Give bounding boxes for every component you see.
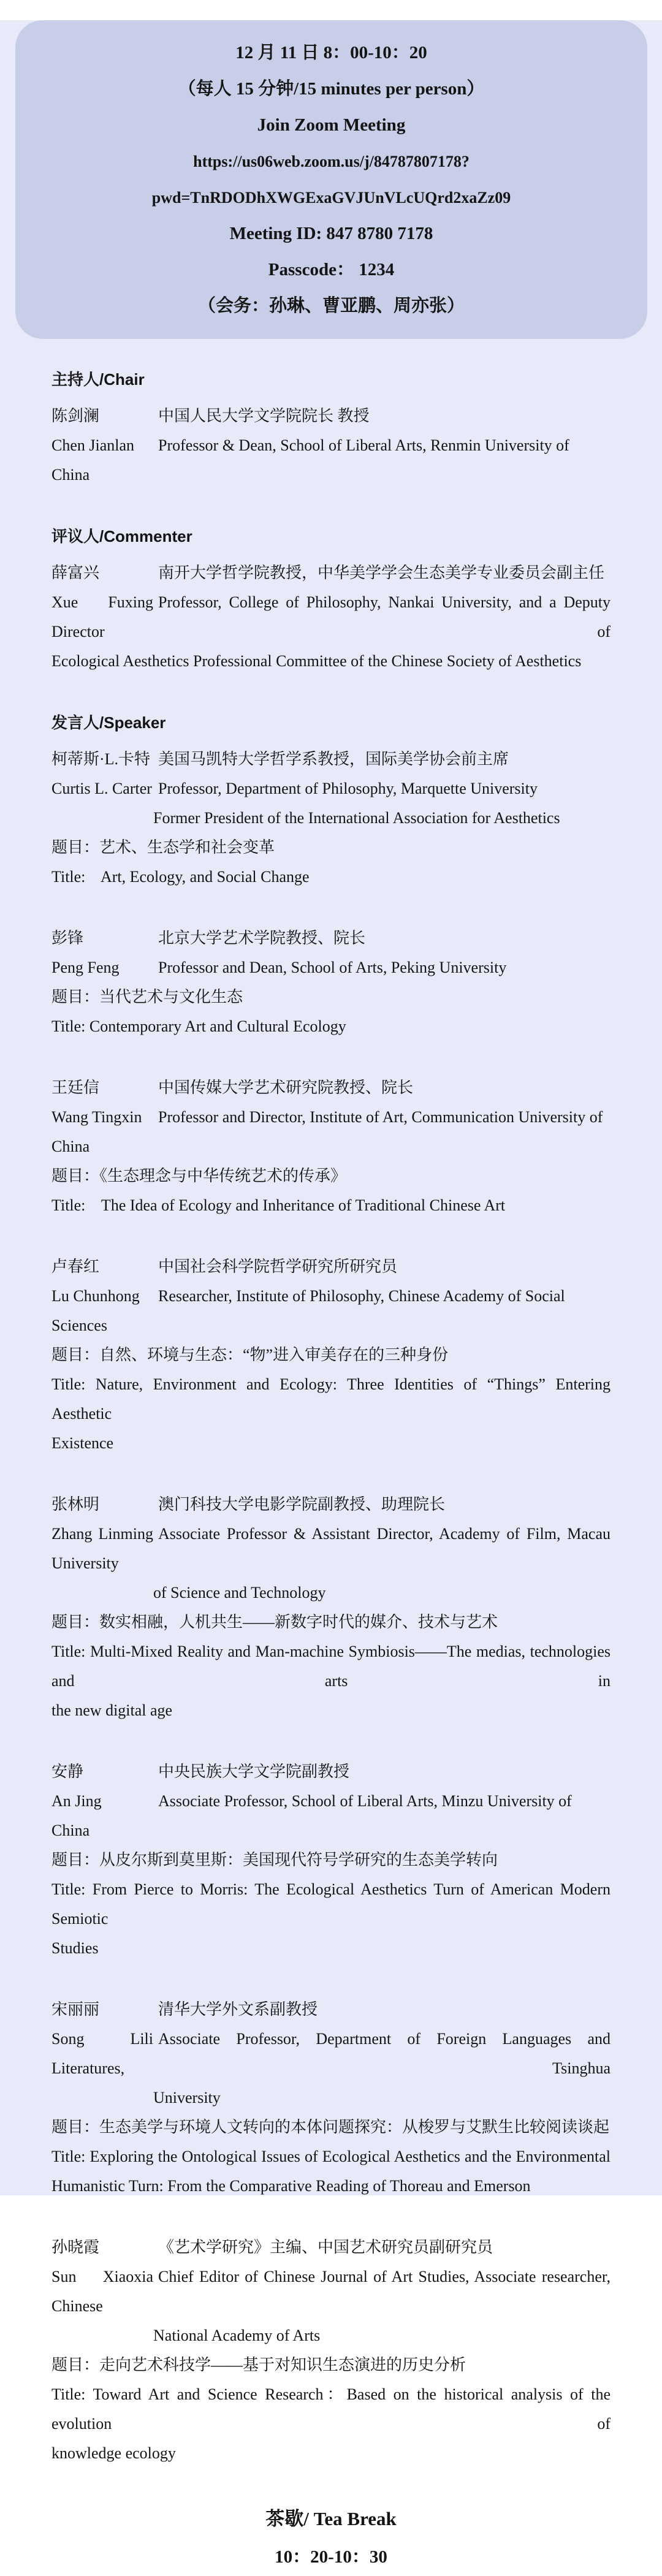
person-name: Chen Jianlan <box>51 436 135 454</box>
person-line <box>51 1757 611 1787</box>
section-label: 评议人/Commenter <box>51 527 192 545</box>
person-affiliation: Professor and Dean, School of Arts, Peking University <box>158 959 507 976</box>
continuation-line: knowledge ecology <box>51 2444 176 2462</box>
zoom-meeting-link[interactable]: https://us06web.zoom.us/j/84787807178?pwd=TnRDODhXWGExaGVJUnVLcUQrd2xaZz09 <box>151 153 511 207</box>
person-name: 陈剑澜 <box>51 407 100 425</box>
topic-line-cn: 题目：数实相融，人机共生——新数字时代的媒介、技术与艺术 <box>51 1613 498 1631</box>
schedule-block <box>51 522 615 676</box>
person-line <box>51 1995 611 2024</box>
person-affiliation: Researcher, Institute of Philosophy, Chinese Academy of Social Sciences <box>51 1287 569 1334</box>
topic-line-cn: 题目：艺术、生态学和社会变革 <box>51 838 275 856</box>
schedule-document <box>0 20 662 2567</box>
schedule-block <box>51 708 611 892</box>
person-name: Lu Chunhong <box>51 1287 140 1305</box>
person-affiliation: Professor, College of Philosophy, Nankai University, and a Deputy Director of <box>51 593 615 640</box>
person-line <box>51 401 611 431</box>
person-line <box>51 1282 611 1340</box>
person-name: 王廷信 <box>51 1079 100 1096</box>
person-affiliation: 中国社会科学院哲学研究所研究员 <box>158 1258 398 1275</box>
schedule-body <box>0 339 662 2468</box>
continuation-line: Humanistic Turn: From the Comparative Reading of Thoreau and Emerson <box>51 2177 531 2195</box>
continuation-line: Existence <box>51 1434 114 1452</box>
person-line <box>51 2233 611 2262</box>
topic-line-cn: 题目：走向艺术科技学——基于对知识生态演进的历史分析 <box>51 2356 466 2374</box>
person-affiliation: Associate Professor, Department of Foreign Languages and Literatures, Tsinghua <box>51 2030 615 2077</box>
topic-line-en: Title: Nature, Environment and Ecology: Three Identities of “Things” Entering Aesthetic <box>51 1375 614 1423</box>
schedule-block <box>51 924 611 1041</box>
tea-break-time: 10：20-10：30 <box>275 2547 387 2567</box>
person-line <box>51 431 611 490</box>
schedule-block <box>51 1995 615 2201</box>
person-affiliation: 中国传媒大学艺术研究院教授、院长 <box>158 1079 414 1096</box>
topic-line-en: Title: Art, Ecology, and Social Change <box>51 868 310 886</box>
topic-line-cn: 题目：《生态理念与中华传统艺术的传承》 <box>51 1167 347 1185</box>
topic-line-en: Title: The Idea of Ecology and Inheritance of Traditional Chinese Art <box>51 1196 506 1214</box>
person-line <box>51 774 611 804</box>
person-name: Xue Fuxing <box>51 593 153 611</box>
person-affiliation: 中央民族大学文学院副教授 <box>158 1763 350 1780</box>
person-line <box>51 1787 611 1845</box>
person-line <box>51 2024 615 2083</box>
person-name: Peng Feng <box>51 959 120 976</box>
person-name: Wang Tingxin <box>51 1108 142 1126</box>
person-name: An Jing <box>51 1792 102 1810</box>
meeting-info-line: Meeting ID: 847 8780 7178 <box>229 224 433 243</box>
person-affiliation: Associate Professor, School of Liberal Arts, Minzu University of China <box>51 1792 576 1839</box>
tea-break-title: 茶歇/ Tea Break <box>265 2508 397 2529</box>
person-affiliation: 《艺术学研究》主编、中国艺术研究员副研究员 <box>158 2238 493 2256</box>
continuation-line: Studies <box>51 1939 99 1957</box>
person-line <box>51 924 611 953</box>
meeting-info-line: 12 月 11 日 8：00-10：20 <box>235 43 427 63</box>
person-affiliation: Professor & Dean, School of Liberal Arts, Renmin University of China <box>51 436 574 484</box>
person-line <box>51 558 611 588</box>
meeting-info-line: （会务：孙琳、曹亚鹏、周亦张） <box>197 296 465 316</box>
section-label: 发言人/Speaker <box>51 713 166 732</box>
person-line <box>51 1519 615 1578</box>
topic-line-cn: 题目：从皮尔斯到莫里斯：美国现代符号学研究的生态美学转向 <box>51 1851 498 1869</box>
person-name: 彭锋 <box>51 929 84 947</box>
schedule-block <box>51 1757 615 1963</box>
topic-line-en: Title: Multi-Mixed Reality and Man-machine Symbiosis——The medias, technologies and arts in <box>51 1643 615 1690</box>
schedule-block <box>51 1252 614 1458</box>
person-line <box>51 953 611 982</box>
person-affiliation: 澳门科技大学电影学院副教授、助理院长 <box>158 1495 446 1513</box>
meeting-info-line: Passcode： 1234 <box>268 260 395 279</box>
person-name: 孙晓霞 <box>51 2238 100 2256</box>
continuation-line: the new digital age <box>51 1701 173 1719</box>
person-affiliation: Professor, Department of Philosophy, Marquette University <box>158 780 538 797</box>
topic-line-en: Title: Toward Art and Science Research：Based on the historical analysis of the evolution of <box>51 2385 615 2433</box>
person-affiliation: 美国马凯特大学哲学系教授，国际美学协会前主席 <box>158 750 509 768</box>
meeting-info-line: （每人 15 分钟/15 minutes per person） <box>178 79 485 99</box>
person-name: 卢春红 <box>51 1258 100 1275</box>
person-line <box>51 1103 611 1161</box>
person-affiliation: 清华大学外文系副教授 <box>158 2000 318 2018</box>
person-line <box>51 588 615 647</box>
person-name: 张林明 <box>51 1495 100 1513</box>
schedule-block <box>51 1490 615 1725</box>
person-affiliation: 北京大学艺术学院教授、院长 <box>158 929 366 947</box>
topic-line-en: Title: Contemporary Art and Cultural Ecology <box>51 1017 346 1035</box>
topic-line-cn: 题目：自然、环境与生态：“物”进入审美存在的三种身份 <box>51 1346 449 1364</box>
continuation-line: University <box>153 2089 221 2107</box>
topic-line-cn: 题目：生态美学与环境人文转向的本体问题探究：从梭罗与艾默生比较阅读谈起 <box>51 2118 610 2136</box>
tea-break-section <box>0 2500 662 2576</box>
meeting-info-box <box>15 20 647 339</box>
person-name: 宋丽丽 <box>51 2000 100 2018</box>
continuation-line: National Academy of Arts <box>153 2327 321 2344</box>
continuation-line: Former President of the International Association for Aesthetics <box>153 809 560 827</box>
topic-line-en: Title: Exploring the Ontological Issues of Ecological Aesthetics and the Environmental <box>51 2148 611 2165</box>
person-affiliation: Professor and Director, Institute of Art, Communication University of China <box>51 1108 607 1155</box>
section-label: 主持人/Chair <box>51 370 145 389</box>
person-line <box>51 1490 611 1519</box>
person-name: Curtis L. Carter <box>51 780 152 797</box>
person-line <box>51 2262 615 2321</box>
continuation-line: of Science and Technology <box>153 1584 326 1601</box>
person-affiliation: Chief Editor of Chinese Journal of Art Studies, Associate researcher, Chinese <box>51 2268 615 2315</box>
person-line <box>51 1073 611 1103</box>
person-name: 安静 <box>51 1763 84 1780</box>
meeting-info-line: Join Zoom Meeting <box>257 115 406 135</box>
person-line <box>51 1252 611 1282</box>
schedule-block <box>51 2233 615 2468</box>
person-affiliation: Associate Professor & Assistant Director, Academy of Film, Macau University <box>51 1525 615 1572</box>
person-affiliation: 中国人民大学文学院院长 教授 <box>158 407 370 425</box>
schedule-block <box>51 365 611 490</box>
person-affiliation: 南开大学哲学院教授，中华美学学会生态美学专业委员会副主任 <box>158 564 605 582</box>
person-line <box>51 745 611 774</box>
person-name: 柯蒂斯·L.卡特 <box>51 750 151 768</box>
continuation-line: Ecological Aesthetics Professional Committee of the Chinese Society of Aesthetics <box>51 652 582 670</box>
person-name: Zhang Linming <box>51 1525 153 1543</box>
person-name: Sun Xiaoxia <box>51 2268 153 2285</box>
person-name: 薛富兴 <box>51 564 100 582</box>
schedule-block <box>51 1073 611 1220</box>
person-name: Song Lili <box>51 2030 153 2048</box>
topic-line-en: Title: From Pierce to Morris: The Ecological Aesthetics Turn of American Modern Semiotic <box>51 1880 615 1928</box>
topic-line-cn: 题目：当代艺术与文化生态 <box>51 988 243 1006</box>
